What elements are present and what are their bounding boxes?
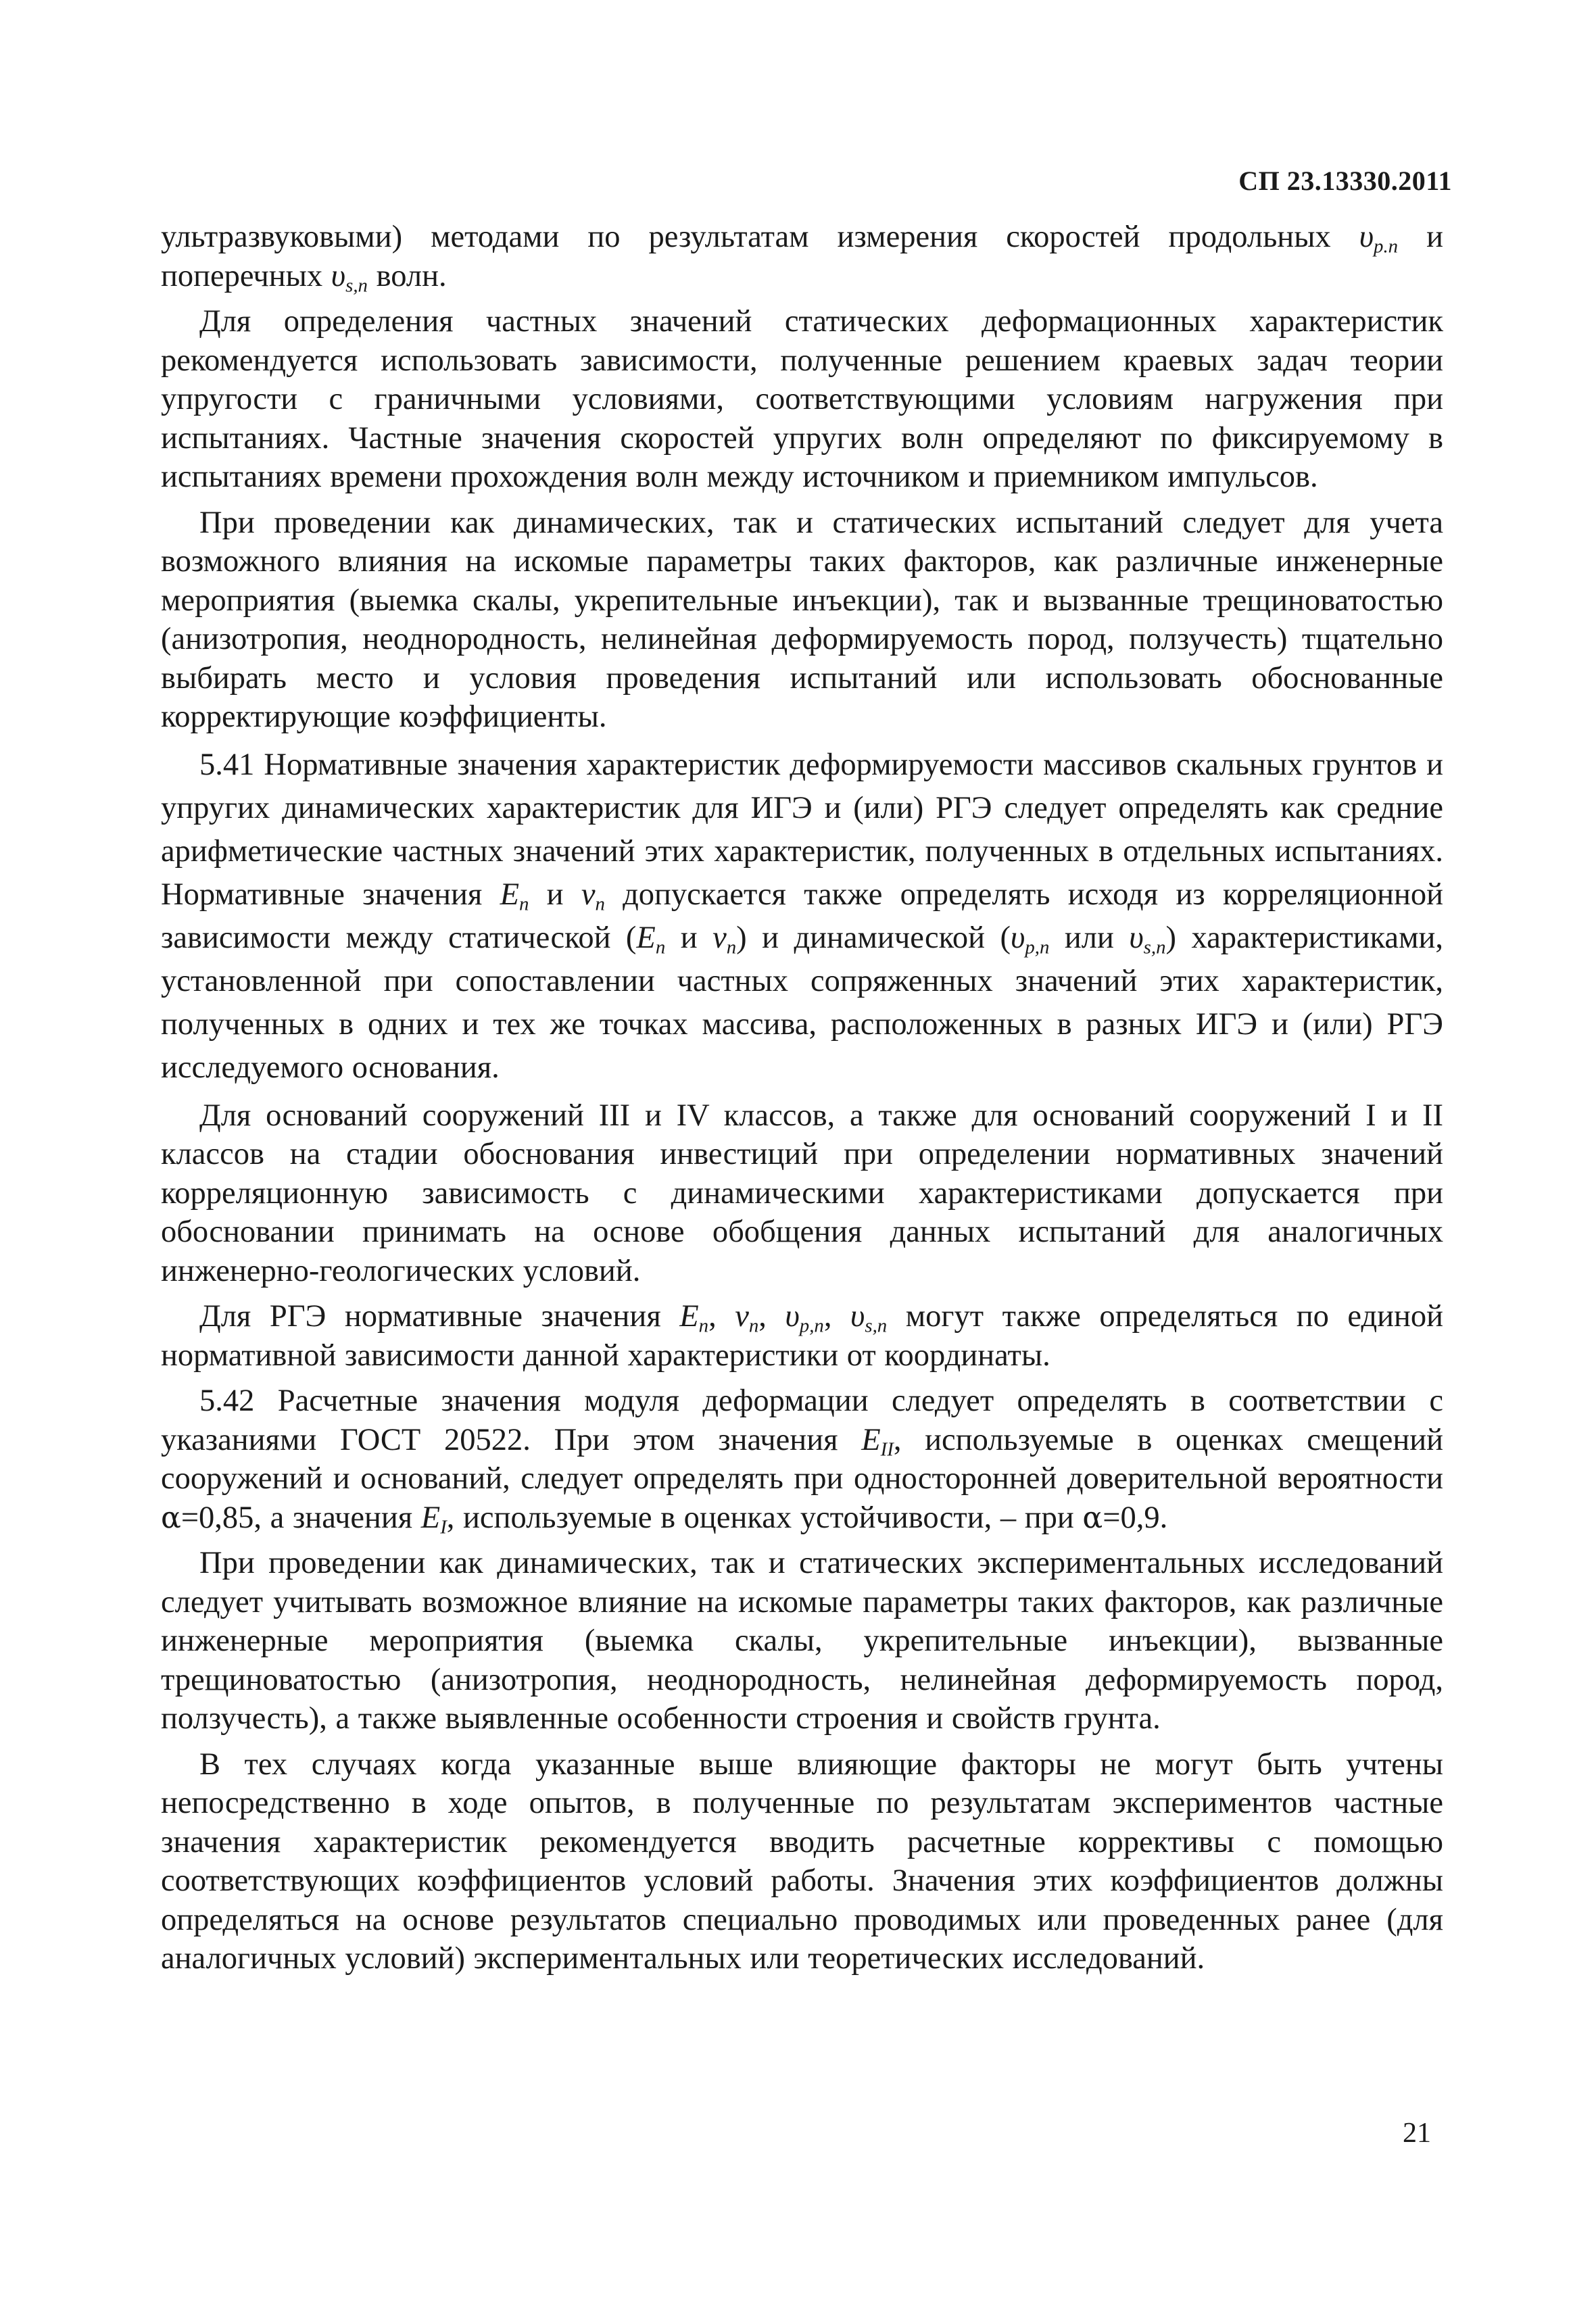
- text-run: Для РГЭ нормативные значения: [199, 1299, 680, 1334]
- paragraph-p8: [161, 1544, 1443, 1738]
- text-run: ) и динамической (: [736, 920, 1011, 955]
- math-variable: [1011, 920, 1050, 958]
- variable-symbol: υ: [331, 258, 346, 293]
- text-run: =0,9.: [1103, 1500, 1168, 1535]
- variable-symbol: E: [500, 877, 519, 912]
- paragraph-p2: [161, 302, 1443, 497]
- variable-symbol: υ: [785, 1299, 800, 1334]
- math-variable: [735, 1299, 759, 1337]
- math-variable: [331, 258, 368, 297]
- variable-symbol: υ: [1129, 920, 1144, 955]
- text-run: ультразвуковыми) методами по результатам измерения скоростей продольных: [161, 220, 1359, 254]
- variable-subscript: s,n: [865, 1315, 888, 1337]
- paragraph-p3: [161, 504, 1443, 737]
- text-run: =0,85, а значения: [180, 1500, 421, 1535]
- text-run: допускается также определять исходя из корреляционной зависимости между статической (: [161, 877, 1444, 955]
- text-run: могут также определяться по единой нормативной зависимости данной характеристики от координаты.: [161, 1299, 1444, 1373]
- alpha-symbol: α: [161, 1500, 181, 1535]
- math-variable: [850, 1299, 888, 1337]
- math-variable: [679, 1299, 709, 1337]
- math-variable: [1129, 920, 1166, 958]
- alpha-symbol: α: [1082, 1500, 1103, 1535]
- text-run: При проведении как динамических, так и статических экспериментальных исследований следует учитывать возможное влияние на искомые параметры таких факторов, как различные инженерные мероприятия (выемка скалы, укрепительные инъекции), вызванные трещиноватостью (анизотропия, неоднородность, нелинейная деформируемость пород, ползучесть), а также выявленные особенности строения и свойств грунта.: [161, 1546, 1443, 1736]
- paragraph-p4: [161, 744, 1443, 1090]
- body-text: [161, 218, 1443, 1985]
- text-run: , используемые в оценках смещений сооружений и оснований, следует определять при односторонней доверительной вероятности: [161, 1422, 1443, 1496]
- variable-symbol: υ: [1359, 220, 1374, 254]
- variable-subscript: n: [595, 893, 605, 915]
- variable-subscript: p,n: [1025, 936, 1050, 958]
- text-run: ,: [758, 1299, 785, 1334]
- variable-symbol: υ: [1011, 920, 1025, 955]
- variable-symbol: E: [420, 1500, 441, 1535]
- document-code: СП 23.13330.2011: [1238, 166, 1452, 196]
- variable-symbol: ν: [735, 1299, 749, 1334]
- variable-subscript: p.n: [1374, 235, 1399, 258]
- paragraph-p7: [161, 1382, 1443, 1537]
- paragraph-p5: [161, 1096, 1443, 1291]
- variable-subscript: n: [698, 1315, 709, 1337]
- text-run: и поперечных: [161, 220, 1443, 293]
- paragraph-p1: [161, 218, 1443, 295]
- math-variable: [420, 1500, 447, 1538]
- math-variable: [712, 920, 737, 958]
- variable-subscript: n: [726, 936, 737, 958]
- text-run: При проведении как динамических, так и статических испытаний следует для учета возможного влияния на искомые параметры таких факторов, как различные инженерные мероприятия (выемка скалы, укрепительные инъекции), так и вызванные трещиноватостью (анизотропия, неоднородность, нелинейная деформируемость пород, ползучесть) тщательно выбирать место и условия проведения испытаний или использовать обоснованные корректирующие коэффициенты.: [161, 505, 1443, 734]
- variable-symbol: E: [679, 1299, 699, 1334]
- text-run: 5.41 Нормативные значения характеристик деформируемости массивов скальных грунтов и упругих динамических характеристик для ИГЭ и (или) РГЭ следует определять как средние арифметические частных значений этих характеристик, полученных в отдельных испытаниях. Нормативные значения: [161, 747, 1443, 912]
- variable-subscript: s,n: [345, 274, 368, 297]
- math-variable: [1359, 220, 1399, 258]
- text-run: и: [665, 920, 713, 955]
- variable-subscript: n: [655, 936, 666, 958]
- text-run: В тех случаях когда указанные выше влияющие факторы не могут быть учтены непосредственно в ходе опытов, в полученные по результатам экспериментов частные значения характеристик рекомендуется вводить расчетные коррективы с помощью соответствующих коэффициентов условий работы. Значения этих коэффициентов должны определяться на основе результатов специально проводимых или проведенных ранее (для аналогичных условий) экспериментальных или теоретических исследований.: [161, 1747, 1443, 1976]
- math-variable: [581, 877, 605, 915]
- page-number: 21: [1403, 2118, 1431, 2149]
- paragraph-p9: [161, 1745, 1443, 1978]
- math-variable: [785, 1299, 824, 1337]
- paragraph-p6: [161, 1297, 1443, 1375]
- math-variable: [636, 920, 666, 958]
- variable-symbol: ν: [581, 877, 596, 912]
- text-run: волн.: [367, 258, 447, 293]
- variable-subscript: I: [440, 1516, 447, 1538]
- variable-subscript: p,n: [799, 1315, 824, 1337]
- variable-symbol: υ: [850, 1299, 865, 1334]
- variable-subscript: II: [880, 1438, 894, 1461]
- text-run: ,: [823, 1299, 850, 1334]
- text-run: ,: [708, 1299, 735, 1334]
- math-variable: [500, 877, 529, 915]
- text-run: , используемые в оценках устойчивости, – при: [446, 1500, 1083, 1535]
- text-run: Для оснований сооружений III и IV классов, а также для оснований сооружений I и II классов на стадии обоснования инвестиций при определении нормативных значений корреляционную зависимость с динамическими характеристиками допускается при обосновании принимать на основе обобщения данных испытаний для аналогичных инженерно-геологических условий.: [161, 1098, 1443, 1288]
- text-run: 5.42 Расчетные значения модуля деформации следует определять в соответствии с указаниями ГОСТ 20522. При этом значения: [161, 1384, 1443, 1457]
- variable-symbol: E: [636, 920, 656, 955]
- variable-subscript: n: [748, 1315, 759, 1337]
- text-run: ) характеристиками, установленной при сопоставлении частных сопряженных значений этих характеристик, полученных в одних и тех же точках массива, расположенных в разных ИГЭ и (или) РГЭ исследуемого основания.: [161, 920, 1444, 1085]
- text-run: и: [529, 877, 581, 912]
- math-variable: [861, 1422, 894, 1461]
- variable-symbol: ν: [712, 920, 727, 955]
- variable-symbol: E: [861, 1422, 881, 1457]
- variable-subscript: n: [518, 893, 529, 915]
- text-run: или: [1049, 920, 1130, 955]
- variable-subscript: s,n: [1143, 936, 1166, 958]
- text-run: Для определения частных значений статических деформационных характеристик рекомендуется использовать зависимости, полученные решением краевых задач теории упругости с граничными условиями, соответствующими условиям нагружения при испытаниях. Частные значения скоростей упругих волн определяют по фиксируемому в испытаниях времени прохождения волн между источником и приемником импульсов.: [161, 304, 1443, 494]
